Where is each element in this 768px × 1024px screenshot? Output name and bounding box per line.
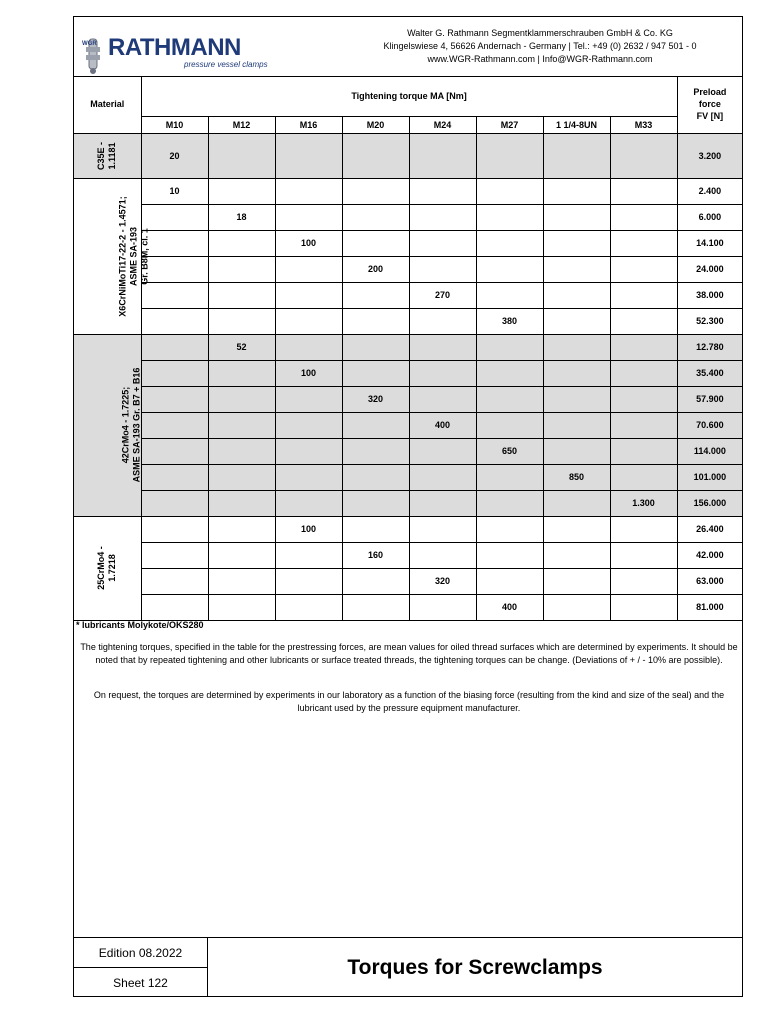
- material-label: [96, 141, 118, 169]
- preload-cell: 2.400: [677, 178, 742, 204]
- torque-cell: [409, 386, 476, 412]
- table-row: [74, 230, 742, 256]
- document-title: Torques for Screwclamps: [347, 955, 603, 979]
- table-row: [74, 386, 742, 412]
- torque-cell: [342, 464, 409, 490]
- torque-cell: [342, 516, 409, 542]
- table-row: [74, 204, 742, 230]
- datasheet: [73, 16, 743, 997]
- company-web: www.WGR-Rathmann.com | Info@WGR-Rathmann.com: [427, 54, 653, 64]
- torque-cell: [141, 568, 208, 594]
- material-header: Material: [74, 76, 141, 133]
- torque-cell: [476, 230, 543, 256]
- edition-label: Edition 08.2022: [74, 938, 208, 968]
- torque-cell: [208, 490, 275, 516]
- company-info: [344, 27, 736, 66]
- torque-cell: [275, 542, 342, 568]
- torque-cell: [208, 464, 275, 490]
- material-cell: [74, 334, 141, 516]
- preload-header-line3: FV [N]: [696, 111, 724, 122]
- torque-cell: [476, 360, 543, 386]
- company-address: Klingelswiese 4, 56626 Andernach - Germany | Tel.: +49 (0) 2632 / 947 501 - 0: [383, 41, 697, 51]
- company-name: Walter G. Rathmann Segmentklammerschrauben GmbH & Co. KG: [407, 28, 673, 38]
- torque-cell: [610, 230, 677, 256]
- torque-cell: [141, 204, 208, 230]
- torque-cell: 320: [342, 386, 409, 412]
- material-label: [120, 368, 142, 483]
- torque-cell: [610, 386, 677, 412]
- note-paragraph-2: On request, the torques are determined by experiments in our laboratory as a function of the biasing force (resulting from the kind and size of the seal) and the lubricant used by the pressure equipment manufacturer.: [93, 690, 725, 713]
- torque-cell: [342, 204, 409, 230]
- material-cell: [74, 133, 141, 178]
- torque-cell: [409, 230, 476, 256]
- torque-cell: [409, 516, 476, 542]
- torque-cell: [543, 178, 610, 204]
- torque-cell: 100: [275, 360, 342, 386]
- table-row: [74, 594, 742, 620]
- torque-cell: [476, 464, 543, 490]
- torque-cell: [476, 334, 543, 360]
- torque-cell: [275, 490, 342, 516]
- torque-cell: 400: [409, 412, 476, 438]
- preload-cell: 70.600: [677, 412, 742, 438]
- torque-cell: [141, 360, 208, 386]
- torque-cell: [208, 282, 275, 308]
- torque-cell: [275, 334, 342, 360]
- torque-cell: 100: [275, 230, 342, 256]
- material-line: C35E -: [96, 141, 107, 170]
- torque-cell: [141, 230, 208, 256]
- torque-cell: [342, 490, 409, 516]
- torque-cell: [610, 542, 677, 568]
- torque-cell: [610, 282, 677, 308]
- preload-cell: 81.000: [677, 594, 742, 620]
- torque-cell: [409, 133, 476, 178]
- torque-cell: [342, 568, 409, 594]
- torque-cell: [275, 386, 342, 412]
- torque-cell: [409, 204, 476, 230]
- table-row: [74, 438, 742, 464]
- preload-cell: 24.000: [677, 256, 742, 282]
- torque-cell: [409, 490, 476, 516]
- torque-cell: [610, 568, 677, 594]
- torque-cell: [543, 308, 610, 334]
- material-cell: [74, 178, 150, 334]
- torque-cell: [141, 516, 208, 542]
- torque-cell: [476, 412, 543, 438]
- size-header: M27: [476, 116, 543, 133]
- torque-cell: [409, 256, 476, 282]
- torque-cell: [208, 542, 275, 568]
- torque-cell: [208, 133, 275, 178]
- header: [74, 17, 742, 77]
- torque-cell: [141, 594, 208, 620]
- torque-cell: [275, 308, 342, 334]
- preload-cell: 38.000: [677, 282, 742, 308]
- material-line: Gr. B8M, cl. 1: [139, 227, 150, 285]
- torque-cell: [610, 334, 677, 360]
- torque-cell: [275, 256, 342, 282]
- torque-cell: [476, 133, 543, 178]
- preload-cell: 35.400: [677, 360, 742, 386]
- material-label: [96, 546, 118, 590]
- torque-cell: [476, 542, 543, 568]
- torque-cell: [342, 133, 409, 178]
- torque-cell: [141, 308, 208, 334]
- torque-cell: 1.300: [610, 490, 677, 516]
- size-header: M33: [610, 116, 677, 133]
- material-line: 1.7218: [107, 554, 118, 582]
- torque-cell: [476, 568, 543, 594]
- material-line: 42CrMo4 - 1.7225;: [120, 386, 131, 464]
- preload-cell: 63.000: [677, 568, 742, 594]
- preload-cell: 101.000: [677, 464, 742, 490]
- size-header: M16: [275, 116, 342, 133]
- torque-cell: [275, 204, 342, 230]
- torque-cell: [141, 542, 208, 568]
- torque-cell: [208, 386, 275, 412]
- preload-cell: 3.200: [677, 133, 742, 178]
- table-row: [74, 464, 742, 490]
- torque-cell: [275, 594, 342, 620]
- torque-cell: [342, 412, 409, 438]
- torque-cell: 400: [476, 594, 543, 620]
- torque-cell: [342, 178, 409, 204]
- preload-cell: 12.780: [677, 334, 742, 360]
- torque-cell: [543, 568, 610, 594]
- torque-cell: [141, 282, 208, 308]
- torque-cell: [543, 282, 610, 308]
- torque-cell: [476, 204, 543, 230]
- torque-cell: 160: [342, 542, 409, 568]
- size-header: M20: [342, 116, 409, 133]
- torque-cell: [208, 360, 275, 386]
- torque-cell: [208, 412, 275, 438]
- torque-cell: [141, 386, 208, 412]
- torque-cell: [543, 204, 610, 230]
- torque-cell: [409, 178, 476, 204]
- torque-cell: [275, 438, 342, 464]
- torque-cell: [543, 490, 610, 516]
- torque-cell: [342, 230, 409, 256]
- torque-cell: [141, 412, 208, 438]
- torque-header: Tightening torque MA [Nm]: [141, 76, 677, 116]
- torque-cell: [409, 334, 476, 360]
- torque-cell: [141, 490, 208, 516]
- preload-cell: 26.400: [677, 516, 742, 542]
- torque-cell: [342, 334, 409, 360]
- table-row: [74, 178, 742, 204]
- logo-tagline: pressure vessel clamps: [184, 60, 268, 69]
- material-label: [118, 196, 151, 316]
- torque-cell: [141, 256, 208, 282]
- table-row: [74, 282, 742, 308]
- material-line: 1.1181: [107, 141, 118, 170]
- clamp-logo-icon: [80, 35, 106, 75]
- torque-cell: [409, 464, 476, 490]
- torque-cell: 10: [141, 178, 208, 204]
- torque-cell: [476, 386, 543, 412]
- sheet-number: Sheet 122: [74, 968, 208, 997]
- rathmann-logo: [80, 35, 280, 75]
- torque-cell: [610, 594, 677, 620]
- torque-cell: 18: [208, 204, 275, 230]
- torque-cell: [610, 256, 677, 282]
- torque-cell: 52: [208, 334, 275, 360]
- torque-cell: [610, 178, 677, 204]
- table-row: [74, 360, 742, 386]
- torque-cell: [543, 230, 610, 256]
- torque-cell: [275, 178, 342, 204]
- torque-cell: [543, 360, 610, 386]
- table-row: [74, 490, 742, 516]
- footer: [74, 937, 742, 997]
- torque-cell: [409, 438, 476, 464]
- preload-cell: 156.000: [677, 490, 742, 516]
- size-header: M12: [208, 116, 275, 133]
- note-paragraph-1: The tightening torques, specified in the table for the prestressing forces, are mean values for oiled thread surfaces which are determined by experiments. It should be noted that by repeated tightening and other lubricants or surface treated threads, the tightening torques can be change. (Deviations of + / - 10% are possible).: [80, 642, 738, 665]
- torque-cell: [208, 438, 275, 464]
- torque-cell: [208, 568, 275, 594]
- table-row: [74, 516, 742, 542]
- torque-cell: [610, 204, 677, 230]
- torque-cell: [275, 568, 342, 594]
- torque-cell: 20: [141, 133, 208, 178]
- preload-header-line1: Preload: [693, 87, 727, 98]
- torque-cell: [543, 256, 610, 282]
- torque-cell: [543, 594, 610, 620]
- table-row: [74, 133, 742, 178]
- torque-cell: [610, 412, 677, 438]
- torque-cell: [141, 438, 208, 464]
- preload-header-line2: force: [698, 99, 721, 110]
- torque-cell: [610, 360, 677, 386]
- torque-cell: [208, 230, 275, 256]
- torque-cell: [610, 464, 677, 490]
- torque-cell: [543, 438, 610, 464]
- torque-cell: [476, 516, 543, 542]
- preload-header: [677, 76, 742, 133]
- torque-cell: [409, 542, 476, 568]
- table-row: [74, 568, 742, 594]
- torque-cell: [141, 334, 208, 360]
- torque-cell: [476, 178, 543, 204]
- torque-cell: [543, 516, 610, 542]
- preload-cell: 42.000: [677, 542, 742, 568]
- torque-cell: [342, 594, 409, 620]
- preload-cell: 14.100: [677, 230, 742, 256]
- torque-cell: [610, 133, 677, 178]
- torque-cell: [543, 386, 610, 412]
- lubricant-note: * lubricants Molykote/OKS280: [76, 620, 204, 630]
- torque-cell: 270: [409, 282, 476, 308]
- torque-cell: [476, 490, 543, 516]
- preload-cell: 114.000: [677, 438, 742, 464]
- table-row: [74, 542, 742, 568]
- torque-cell: [141, 464, 208, 490]
- size-header: M24: [409, 116, 476, 133]
- torque-cell: [342, 360, 409, 386]
- torque-cell: 320: [409, 568, 476, 594]
- table-row: [74, 334, 742, 360]
- torque-cell: [208, 594, 275, 620]
- torque-cell: [476, 282, 543, 308]
- size-header: 1 1/4-8UN: [543, 116, 610, 133]
- material-line: 25CrMo4 -: [96, 546, 107, 590]
- torque-cell: 100: [275, 516, 342, 542]
- preload-cell: 57.900: [677, 386, 742, 412]
- torque-cell: [543, 334, 610, 360]
- torque-cell: 850: [543, 464, 610, 490]
- torque-cell: [208, 516, 275, 542]
- material-cell: [74, 516, 141, 620]
- material-line: ASME SA-193: [128, 226, 139, 286]
- torque-cell: [208, 256, 275, 282]
- preload-cell: 52.300: [677, 308, 742, 334]
- torque-cell: [275, 282, 342, 308]
- torque-cell: [543, 133, 610, 178]
- torque-table: [74, 76, 742, 621]
- torque-cell: [610, 308, 677, 334]
- material-line: X6CrNiMoTi17-22-2 - 1.4571;: [117, 195, 128, 317]
- torque-cell: [342, 308, 409, 334]
- material-line: ASME SA-193 Gr. B7 + B16: [131, 367, 142, 483]
- size-header: M10: [141, 116, 208, 133]
- logo-wordmark: RATHMANN: [108, 34, 241, 61]
- torque-cell: [208, 178, 275, 204]
- torque-cell: [543, 412, 610, 438]
- torque-cell: [275, 412, 342, 438]
- torque-cell: 380: [476, 308, 543, 334]
- torque-cell: [610, 516, 677, 542]
- torque-cell: [409, 594, 476, 620]
- logo-mark-text: WGR: [82, 41, 97, 47]
- torque-cell: [476, 256, 543, 282]
- torque-cell: [275, 133, 342, 178]
- torque-cell: [208, 308, 275, 334]
- table-row: [74, 412, 742, 438]
- torque-cell: [610, 438, 677, 464]
- torque-cell: [409, 360, 476, 386]
- torque-cell: [409, 308, 476, 334]
- table-row: [74, 256, 742, 282]
- preload-cell: 6.000: [677, 204, 742, 230]
- torque-cell: 650: [476, 438, 543, 464]
- torque-cell: [275, 464, 342, 490]
- torque-cell: [342, 438, 409, 464]
- torque-cell: 200: [342, 256, 409, 282]
- torque-cell: [543, 542, 610, 568]
- torque-cell: [342, 282, 409, 308]
- table-row: [74, 308, 742, 334]
